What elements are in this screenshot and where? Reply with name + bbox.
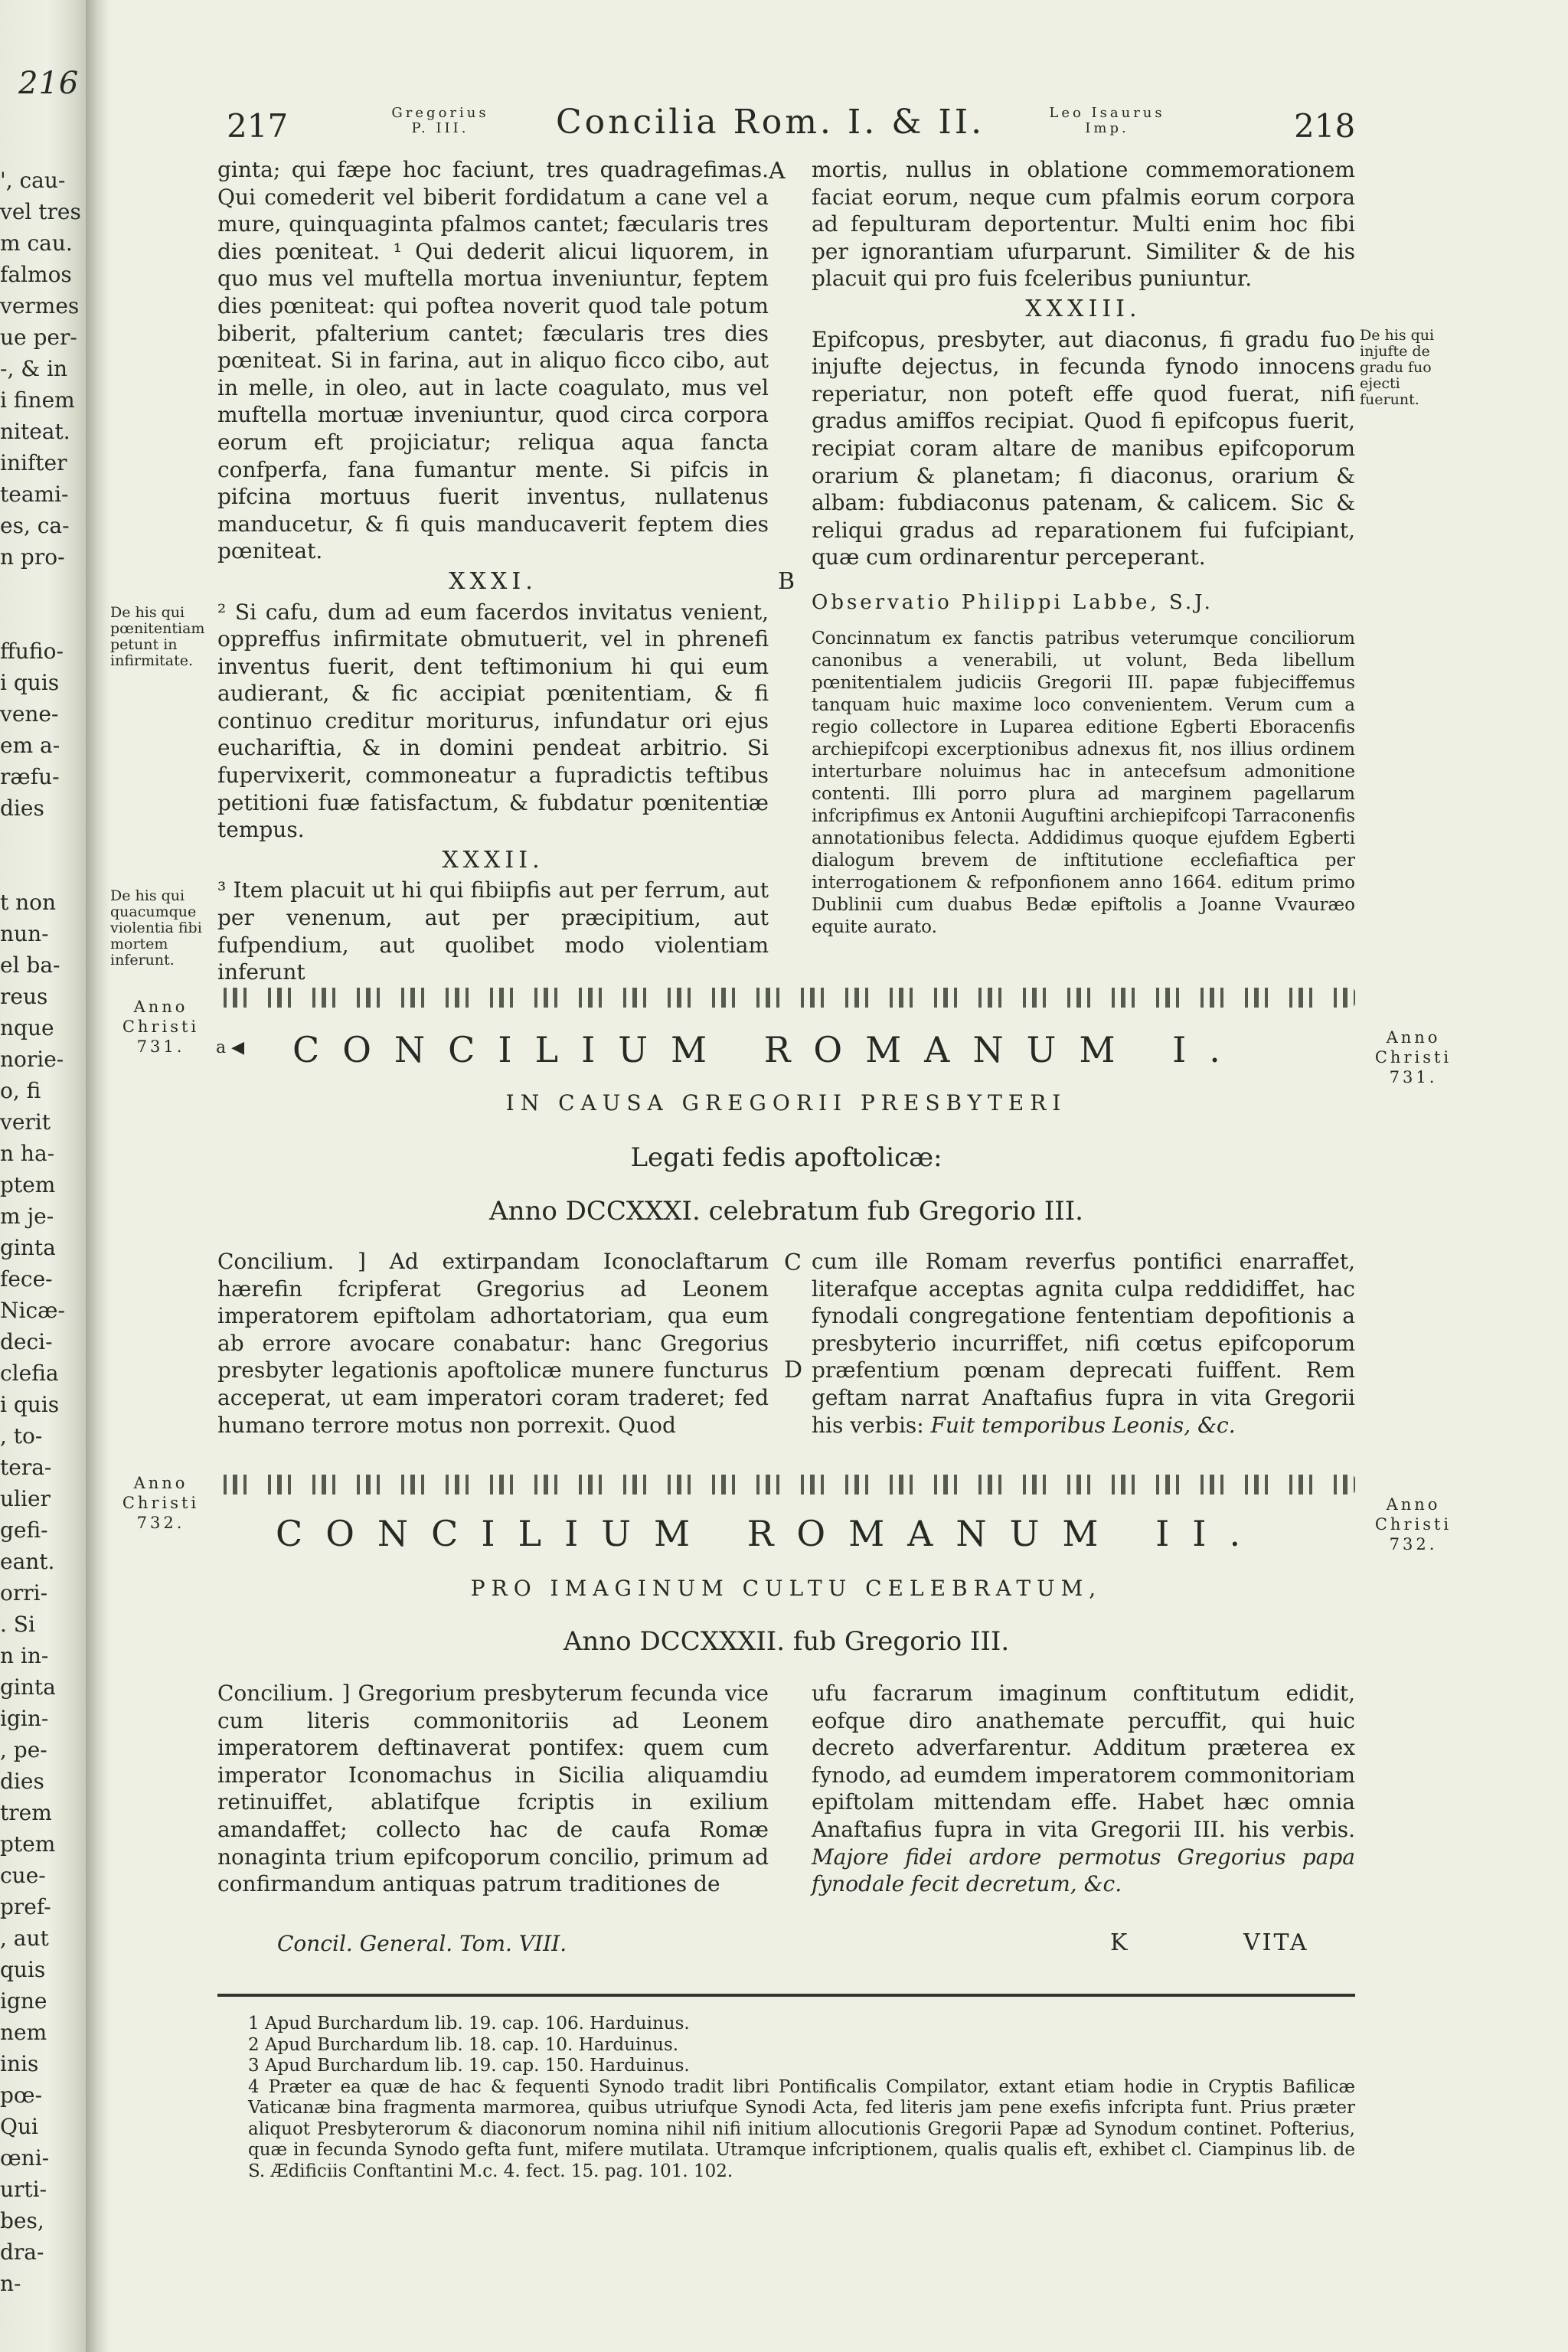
previous-page-line: o, fi (0, 1078, 41, 1103)
previous-page-line: falmos (0, 262, 72, 287)
council-i-right-italic: Fuit temporibus Leonis, &c. (930, 1412, 1236, 1438)
footnote-4: 4 Præter ea quæ de hac & fequenti Synodo tradit libri Pontificalis Compilator, extant etiam hodie in Cryptis Bafilicæ Vaticanæ bina fragmenta marmorea, quibus utriufque Synodi Acta, fed literis jam pene exefis infcripta funt. Prius præter aliquot Presbyterorum & diaconorum nomina nihil nifi initium allocutionis Gregorii Papæ ad Synodum continet. Pofterius, quæ in fecunda Synodo gefta funt, mifere mutilata. Utramque infcriptionem, qualis qualis eft, exhibet cl. Ciampinus lib. de S. Ædificiis Conftantini M.c. 4. fect. 15. pag. 101. 102. (248, 2076, 1355, 2181)
previous-page-line: ulier (0, 1486, 51, 1511)
previous-page-line: ræfu- (0, 764, 60, 789)
margin-note-violence: De his qui quacumque violentia fibi mortem inferunt. (110, 887, 202, 969)
previous-page-line: -, & in (0, 356, 68, 381)
previous-page-line: gefi- (0, 1517, 48, 1543)
previous-page-line: ptem (0, 1831, 56, 1857)
previous-page-line: dra- (0, 2239, 44, 2265)
previous-page-line: . Si (0, 1612, 35, 1637)
previous-page-line: igin- (0, 1706, 49, 1731)
previous-page-line: n pro- (0, 544, 65, 570)
previous-page-line: ginta (0, 1235, 56, 1260)
previous-page-line: niteat. (0, 419, 70, 444)
previous-page-line: pref- (0, 1894, 51, 1919)
ornament-band-1 (217, 988, 1355, 1008)
previous-page-line: n in- (0, 1643, 49, 1668)
previous-page-fragment (0, 0, 87, 2352)
anno-christi-731-left: Anno Christi 731. (122, 998, 200, 1056)
previous-page-line: trem (0, 1800, 52, 1825)
section-letter-b: B (778, 568, 795, 595)
previous-page-line: tera- (0, 1455, 52, 1480)
previous-page-line: norie- (0, 1047, 64, 1072)
previous-page-line: pœ- (0, 2082, 43, 2108)
previous-page-line: Qui (0, 2114, 38, 2139)
previous-page-line: clefia (0, 1361, 59, 1386)
previous-page-line: quis (0, 1957, 46, 1982)
signature-letter: K (1110, 1929, 1128, 1956)
previous-page-line: m je- (0, 1204, 54, 1229)
previous-page-line: ue per- (0, 325, 77, 350)
ornament-band-2 (217, 1475, 1355, 1494)
previous-page-line: ', cau- (0, 168, 66, 193)
header-left-note: Gregorius P. III. (391, 105, 489, 136)
anno-christi-732-left: Anno Christi 732. (122, 1474, 200, 1532)
council-ii-right-text: ufu facrarum imaginum conftitutum edidit, eofque diro anathemate percuffit, qui huic decreto adverfarentur. Additum præterea ex fynodo, ad eumdem imperatorem commonitoriam epiftolam mittendam effe. Habet hæc omnia Anaftafius fupra in vita Gregorii III. his verbis. (812, 1681, 1355, 1842)
paragraph-canon-xxxi: ² Si cafu, dum ad eum facerdos invitatus venient, oppreffus infirmitate obmutuerit, vel in phrenefi inventus fuerit, dent teftimonium hi qui eum audierant, & fic accipiat pœnitentiam, & fi continuo creditur moriturus, infundatur ori ejus euchariftia, & in domini pendeat arbitrio. Si fupervixerit, commoneatur a fupradictis teftibus petitioni fuæ fatisfactum, & fubdatur pœnitentiæ tempus. (217, 599, 769, 843)
previous-page-line: orri- (0, 1580, 48, 1606)
previous-page-line: nque (0, 1015, 54, 1040)
paragraph-canon-xxx: ginta; qui fæpe hoc faciunt, tres quadragefimas. Qui comederit vel biberit fordidatum a cane vel a mure, quinquaginta pfalmos cantet; fæcularis tres dies pœniteat. ¹ Qui dederit alicui liquorem, in quo mus vel muftella mortua inveniuntur, feptem dies pœniteat: qui poftea noverit quod tale potum biberit, pfalterium cantet; fæcularis tres dies pœniteat. Si in farina, aut in aliquo ficco cibo, aut in melle, in oleo, aut in lacte coagulato, mus vel muftella mortuæ inveniuntur, quod circa corpora eorum eft projiciatur; reliqua aqua fancta confperfa, fana fumantur mente. Si pifcis in pifcina mortuus fuerit inventus, nullatenus manducetur, & fi quis manducaverit feptem dies pœniteat. (217, 157, 769, 564)
previous-page-line: cue- (0, 1863, 46, 1888)
book-gutter (86, 0, 110, 2352)
footnote-2: 2 Apud Burchardum lib. 18. cap. 10. Harduinus. (248, 2034, 679, 2055)
council-i-right-column (812, 1248, 1355, 1439)
council-ii-right-column (812, 1680, 1355, 1898)
margin-note-deposed: De his qui injufte de gradu fuo ejecti fuerunt. (1360, 327, 1435, 408)
council-ii-subtitle: PRO IMAGINUM CULTU CELEBRATUM, (470, 1576, 1102, 1601)
previous-page-line: inifter (0, 450, 67, 475)
council-i-left-text: Concilium. ] Ad extirpandam Iconoclaftarum hærefin fcripferat Gregorius ad Leonem imperatorem epiftolam adhortatoriam, qua eum ab errore avocare conabatur: hanc Gregorius presbyter legationis apoftolicæ munere functurus acceperat, ut eam imperatori coram traderet; fed humano terrore motus non porrexit. Quod (217, 1249, 769, 1438)
previous-page-line: ginta (0, 1674, 56, 1700)
previous-page-line: vermes (0, 293, 80, 318)
catchword: VITA (1243, 1929, 1309, 1956)
heading-xxxi: XXXI. (449, 567, 537, 595)
previous-page-line: n- (0, 2271, 21, 2296)
previous-page-line: n ha- (0, 1141, 55, 1166)
previous-page-line: em a- (0, 733, 60, 758)
previous-page-line: eant. (0, 1549, 55, 1574)
previous-page-line: es, ca- (0, 513, 70, 538)
previous-page-line: dies (0, 1769, 44, 1794)
previous-page-line: dies (0, 795, 44, 821)
council-ii-title: CONCILIUM ROMANUM II. (276, 1513, 1264, 1554)
previous-page-line: reus (0, 984, 48, 1009)
council-ii-right-italic: Majore fidei ardore permotus Gregorius papa fynodale fecit decretum, &c. (812, 1844, 1355, 1897)
council-i-title: CONCILIUM ROMANUM I. (292, 1029, 1243, 1070)
previous-page-line: nun- (0, 921, 49, 946)
previous-page-line: fece- (0, 1266, 53, 1292)
section-letter-a: A (769, 158, 786, 185)
heading-xxxii: XXXII. (442, 846, 544, 874)
council-ii-left-column (217, 1680, 769, 1898)
council-i-subtitle: IN CAUSA GREGORII PRESBYTERI (505, 1090, 1067, 1116)
previous-page-line: verit (0, 1109, 51, 1135)
previous-page-line: inis (0, 2051, 39, 2076)
footnote-rule (217, 1994, 1355, 1997)
previous-page-line: urti- (0, 2177, 47, 2202)
council-i-anno: Anno DCCXXXI. celebratum fub Gregorio III. (489, 1196, 1083, 1227)
previous-page-line: m cau. (0, 230, 73, 256)
margin-note-infirmity: De his qui pœnitentiam petunt in infirmitate. (110, 604, 205, 669)
previous-page-line: teami- (0, 482, 69, 507)
previous-page-line: deci- (0, 1329, 53, 1354)
observatio-title: Observatio Philippi Labbe, S.J. (812, 590, 1214, 614)
previous-page-line: t non (0, 890, 57, 915)
page-number-left: 217 (227, 107, 289, 145)
left-column-upper (217, 156, 769, 986)
previous-page-line: vel tres (0, 199, 81, 224)
previous-page-line: , pe- (0, 1737, 47, 1762)
previous-page-line: ptem (0, 1172, 56, 1197)
previous-page-line: el ba- (0, 952, 60, 978)
footnote-3: 3 Apud Burchardum lib. 19. cap. 150. Harduinus. (248, 2056, 690, 2076)
council-i-left-column (217, 1248, 769, 1439)
previous-page-line: i quis (0, 1392, 60, 1417)
previous-page-line: , aut (0, 1926, 49, 1951)
observatio-text: Concinnatum ex fanctis patribus veterumque conciliorum canonibus a venerabili, ut volunt, Beda libellum pœnitentialem judiciis Gregorii III. papæ fubjeciffemus tanquam huic maxime loco convenientem. Verum cum a regio collectore in Luparea editione Egberti Eboracenfis archiepifcopi excerptionibus adnexus fit, nos illius ordinem interturbare noluimus hac in antecefsum admonitione contenti. Illi porro plura ad marginem pagellarum infcripfimus ex Antonii Auguftini archiepifcopi Tarraconenfis annotationibus felecta. Addidimus quoque ejufdem Egberti dialogum brevem de inftitutione ecclefiaftica per interrogationem & refponfionem anno 1664. editum primo Dublinii cum duabus Bedæ epiftolis a Joanne Vvauræo equite aurato. (812, 628, 1355, 937)
header-right-note: Leo Isaurus Imp. (1049, 105, 1165, 136)
anno-christi-731-right: Anno Christi 731. (1374, 1028, 1452, 1086)
right-column-upper (812, 156, 1355, 939)
previous-page-line: œni- (0, 2145, 50, 2171)
footnote-1: 1 Apud Burchardum lib. 19. cap. 106. Harduinus. (248, 2014, 690, 2034)
heading-xxxiii: XXXIII. (1025, 295, 1142, 322)
previous-page-line: Nicæ- (0, 1298, 65, 1323)
previous-page-line: igne (0, 1988, 47, 2014)
signature-footer: Concil. General. Tom. VIII. (277, 1931, 567, 1956)
previous-page-line: i quis (0, 670, 60, 695)
anno-christi-732-right: Anno Christi 732. (1374, 1495, 1452, 1553)
previous-page-line: bes, (0, 2208, 44, 2233)
section-letter-d: D (784, 1357, 803, 1383)
previous-page-line: ffufio- (0, 639, 64, 664)
page-number-right: 218 (1294, 107, 1356, 145)
council-i-right-text: cum ille Romam reverfus pontifici enarraffet, literafque acceptas agnita culpa reddidiffet, hac fynodali congregatione fententiam depofitionis a presbyterio incurriffet, nifi cœtus epifcoporum præfentium pœnam deprecati fuiffent. Rem geftam narrat Anaftafius fupra in vita Gregorii his verbis: (812, 1249, 1355, 1438)
paragraph-canon-xxxiii: Epifcopus, presbyter, aut diaconus, fi gradu fuo injufte dejectus, in fecunda fynodo innocens reperiatur, non poteft effe quod fuerat, nifi gradus amiffos recipiat. Quod fi epifcopus fuerit, recipiat coram altare de manibus epifcoporum orarium & planetam; fi diaconus, orarium & albam: fubdiaconus patenam, & calicem. Sic & reliqui gradus ad reparationem fui fufcipiant, quæ cum ordinarentur perceperant. (812, 326, 1355, 570)
section-letter-c: C (784, 1250, 802, 1276)
previous-page-line: vene- (0, 701, 59, 727)
council-ii-left-text: Concilium. ] Gregorium presbyterum fecunda vice cum literis commonitoriis ad Leonem imperatorem deftinaverat pontifex: quem cum imperator Iconomachus in Sicilia aliquamdiu retinuiffet, ablatifque fcriptis in exilium amandaffet; collecto hac de caufa Romæ nonaginta trium epifcoporum concilio, primum ad confirmandum antiquas patrum traditiones de (217, 1681, 769, 1897)
council-i-legati: Legati fedis apoftolicæ: (630, 1142, 942, 1173)
previous-page-line: , to- (0, 1423, 43, 1449)
previous-page-line: nem (0, 2020, 47, 2045)
running-title: Concilia Rom. I. & II. (556, 103, 985, 142)
previous-page-number: 216 (18, 66, 80, 101)
previous-page-line: i finem (0, 387, 75, 413)
paragraph-mortis: mortis, nullus in oblatione commemorationem faciat eorum, neque cum pfalmis eorum corpora ad fepulturam deportentur. Multi enim hoc fibi per ignorantiam ufurparunt. Similiter & de his placuit qui pro fuis fceleribus puniuntur. (812, 157, 1355, 292)
paragraph-canon-xxxii: ³ Item placuit ut hi qui fibiipfis aut per ferrum, aut per venenum, aut per præcipitium, aut fufpendium, aut quolibet modo violentiam inferunt (217, 877, 769, 985)
marker-a: a ◀ (216, 1038, 245, 1057)
footnotes (248, 2014, 1355, 2182)
council-ii-anno: Anno DCCXXXII. fub Gregorio III. (563, 1626, 1010, 1657)
